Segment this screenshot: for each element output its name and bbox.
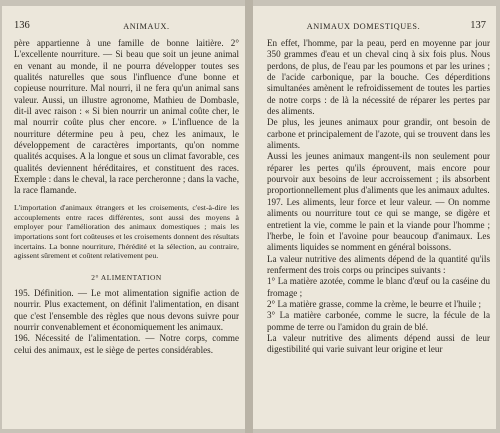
right-page — [253, 6, 496, 429]
left-page — [2, 6, 245, 429]
page-number: 137 — [470, 20, 486, 31]
running-head: ANIMAUX DOMESTIQUES. — [306, 22, 421, 31]
body-text: La valeur nutritive des aliments dépend de la quantité qu'ils renferment des trois corps ou principes suivants : — [267, 253, 490, 275]
note-text: L'importation d'animaux étrangers et les croisements, c'est-à-dire les accouplements entre races différentes, sont aussi des moyens à employer pour l'amélioration des animaux domestiques ; mais les importations sont fort coûteuses et les croisements donnent des résultats incertains. La bonne nourriture, l'hérédité et la sélection, au contraire, agissent sûrement et coûtent relativement peu. — [14, 202, 239, 261]
body-text: Aussi les jeunes animaux mangent-ils non seulement pour réparer les pertes qu'ils éprouvent, mais encore pour pourvoir aux besoins de leur accroissement ; ils absorbent proportionnellement plus d'aliments que les animaux adultes. — [267, 151, 490, 196]
paragraph-196: 196. Nécessité de l'alimentation. — Notre corps, comme celui des animaux, est le siège de pertes considérables. — [14, 333, 239, 355]
list-item: 3° La matière carbonée, comme le sucre, la fécule de la pomme de terre ou l'amidon du grain de blé. — [267, 310, 490, 332]
running-head: ANIMAUX. — [123, 22, 170, 31]
paragraph-197: 197. Les aliments, leur force et leur valeur. — On nomme aliments ou nourriture tout ce qui se mange, se digère et entretient la vie, comme le pain et la viande pour l'homme ; l'herbe, le foin et l'avoine pour beaucoup d'animaux. Les aliments liquides se nomment en général boissons. — [267, 196, 490, 253]
right-page-header — [267, 22, 490, 36]
body-text: En effet, l'homme, par la peau, perd en moyenne par jour 350 grammes d'eau et un cheval cinq à six fois plus. Nous perdons, de plus, de l'eau par les poumons et par les urines ; de l'acide carbonique, par la bouche. Ces déperditions simultanées amènent le refroidissement de toutes les parties de notre corps : de là la nécessité de réparer les pertes par des aliments. — [267, 38, 490, 117]
section-title: 2° ALIMENTATION — [91, 273, 162, 283]
list-item: 1° La matière azotée, comme le blanc d'œuf ou la caséine du fromage ; — [267, 276, 490, 298]
body-text: La valeur nutritive des aliments dépend aussi de leur digestibilité qui varie suivant leur origine et leur — [267, 332, 490, 355]
body-text: De plus, les jeunes animaux pour grandir, ont besoin de carbone et principalement de l'azote, qui se trouvent dans les aliments. — [267, 117, 490, 151]
left-page-header — [14, 22, 239, 36]
body-text: père appartienne à une famille de bonne laitière. 2° L'excellente nourriture. — Si beau que soit un jeune animal en venant au monde, il ne pourra développer toutes ses qualités naturelles que sous l'influence d'une bonne et copieuse nourriture. Mal nourri, il ne fera qu'un animal sans valeur. Aussi, un illustre agronome, Mathieu de Dombasle, dit-il avec raison : « Si bien nourrir un animal coûte cher, le mal nourrir coûte plus cher encore. » L'influence de la nourriture détermine peu à peu, chez les animaux, le développement de caractères importants, qu'on nomme qualités acquises. A la longue et sous un climat favorable, ces qualités deviennent héréditaires, et constituent des races. Exemple : dans le cheval, la race percheronne ; dans la vache, la race flamande. — [14, 38, 239, 196]
paragraph-195: 195. Définition. — Le mot alimentation signifie action de nourrir. Plus exactement, on définit l'alimentation, en disant que c'est l'ensemble des règles que nous devons suivre pour nourrir convenablement et économiquement les animaux. — [14, 288, 239, 333]
page-number: 136 — [14, 20, 30, 31]
book-gutter — [245, 0, 253, 433]
list-item: 2° La matière grasse, comme la crème, le beurre et l'huile ; — [267, 298, 482, 309]
